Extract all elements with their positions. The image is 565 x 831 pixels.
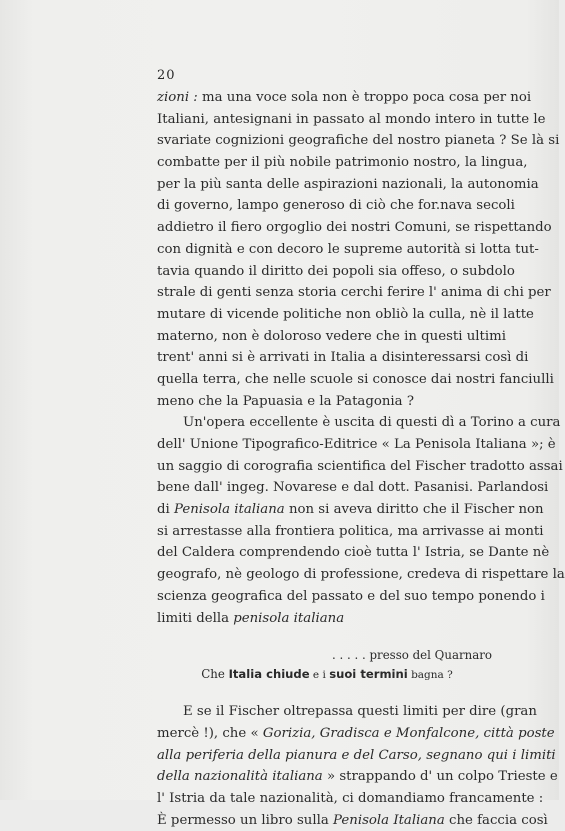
- text-line: È permesso un libro sulla Penisola Italiana che faccia così: [157, 812, 548, 828]
- italic-phrase: Gorizia, Gradisca e Monfalcone, città poste: [262, 725, 555, 741]
- text-line: si arrestasse alla frontiera politica, ma arrivasse ai monti: [157, 523, 544, 539]
- text-line: E se il Fischer oltrepassa questi limiti per dire (gran: [183, 704, 537, 720]
- text-line: mercè !), che « Gorizia, Gradisca e Monfalcone, città poste: [157, 725, 555, 741]
- text-line: scienza geografica del passato e del suo tempo ponendo i: [157, 588, 545, 604]
- page-number: 20: [157, 68, 176, 83]
- text-line: l' Istria da tale nazionalità, ci domandiamo francamente :: [157, 790, 544, 806]
- text-line: per la più santa delle aspirazioni nazionali, la autonomia: [157, 176, 539, 192]
- text-line: geografo, nè geologo di professione, credeva di rispettare la: [157, 567, 565, 583]
- text-line: di Penisola italiana non si aveva diritto che il Fischer non: [157, 502, 544, 518]
- text-line: del Caldera comprendendo cioè tutta l' Istria, se Dante nè: [157, 545, 550, 561]
- text-line: limiti della penisola italiana: [157, 610, 345, 626]
- text-line: con dignità e con decoro le supreme autorità si lotta tut-: [157, 241, 539, 257]
- text-line: della nazionalità italiana » strappando d' un colpo Trieste e: [157, 769, 558, 785]
- italic-phrase: Penisola Italiana: [333, 812, 445, 828]
- text-line: addietro il fiero orgoglio dei nostri Comuni, se rispettando: [157, 220, 552, 236]
- bold-phrase: suoi termini: [329, 667, 408, 682]
- text-line: Italiani, antesignani in passato al mondo intero in tutte le: [157, 111, 546, 127]
- spacer: [157, 684, 497, 701]
- quote-line: Che Italia chiude e i suoi termini bagna ?: [201, 667, 453, 682]
- text-line: di governo, lampo generoso di ciò che for.nava secoli: [157, 198, 515, 214]
- text-line: svariate cognizioni geografiche del nostro pianeta ? Se là si: [157, 133, 560, 149]
- italic-phrase: della nazionalità italiana: [157, 769, 323, 785]
- body-text: [157, 87, 565, 831]
- bold-phrase: Italia chiude: [228, 667, 310, 682]
- quote-line: . . . . . presso del Quarnaro: [332, 648, 493, 663]
- text-line: dell' Unione Tipografico-Editrice « La Penisola Italiana »; è: [157, 437, 556, 452]
- dante-quotation: [157, 646, 497, 684]
- text-line: mutare di vicende politiche non obliò la culla, nè il latte: [157, 306, 534, 322]
- text-line: strale di genti senza storia cerchi ferire l' anima di chi per: [157, 285, 551, 301]
- text-line: bene dall' ingeg. Novarese e dal dott. Pasanisi. Parlandosi: [157, 480, 549, 496]
- text-line: quella terra, che nelle scuole si conosce dai nostri fanciulli: [157, 371, 554, 387]
- italic-phrase: penisola italiana: [233, 610, 345, 626]
- paragraph-1: [157, 87, 560, 412]
- text-line: Un'opera eccellente è uscita di questi dì a Torino a cura: [183, 415, 561, 431]
- spacer: [157, 629, 497, 646]
- text-line: tavia quando il diritto dei popoli sia offeso, o subdolo: [157, 263, 515, 279]
- paragraph-3: [157, 701, 558, 831]
- text-line: un saggio di corografia scientifica del Fischer tradotto assai: [157, 458, 563, 474]
- paragraph-2: [157, 412, 565, 629]
- text-line: materno, non è doloroso vedere che in questi ultimi: [157, 328, 507, 344]
- italic-word: zioni :: [157, 90, 198, 105]
- text-line: combatte per il più nobile patrimonio nostro, la lingua,: [157, 155, 528, 171]
- text-line: meno che la Papuasia e la Patagonia ?: [157, 393, 414, 409]
- italic-phrase: alla periferia della pianura e del Carso, segnano qui i limiti: [157, 747, 556, 763]
- text-line: [157, 745, 556, 767]
- italic-phrase: Penisola italiana: [174, 502, 285, 518]
- text-line: trent' anni si è arrivati in Italia a disinteressarsi così di: [157, 350, 529, 366]
- text-line: zioni : ma una voce sola non è troppo poca cosa per noi: [157, 90, 532, 105]
